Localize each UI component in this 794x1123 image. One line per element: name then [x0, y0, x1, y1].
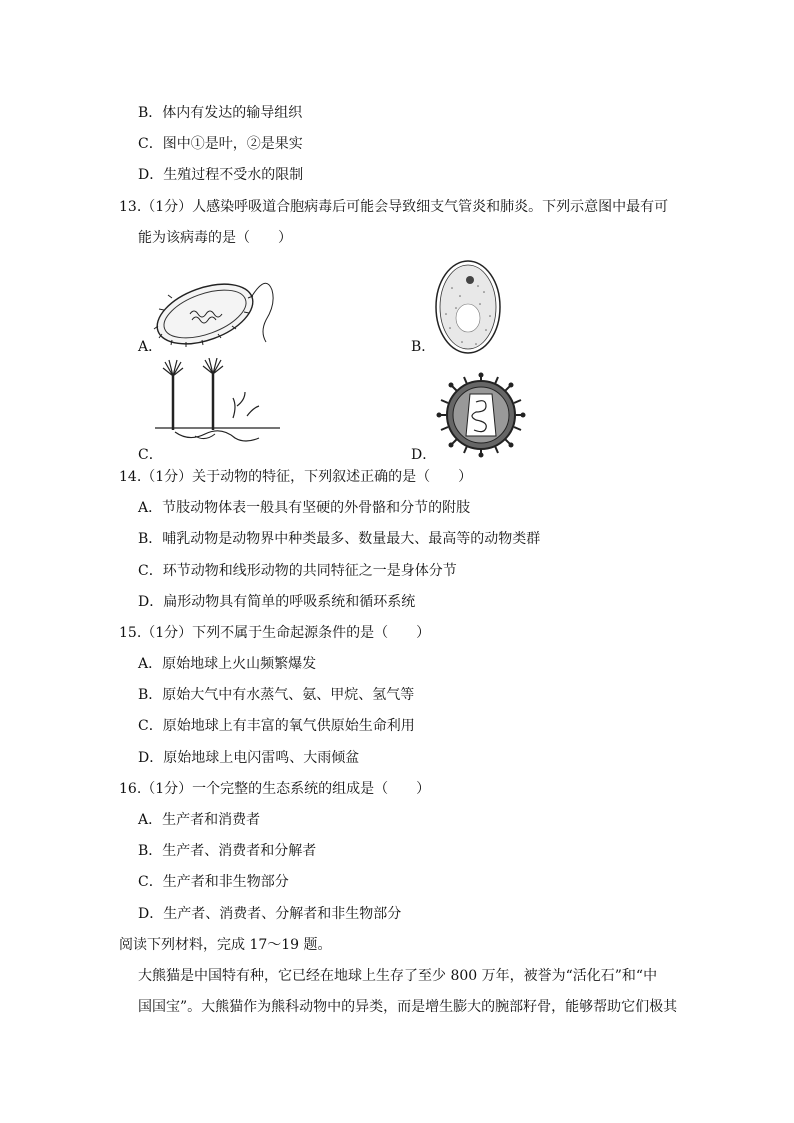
- q14-option-c: C．环节动物和线形动物的共同特征之一是身体分节: [138, 563, 457, 579]
- q15-option-c: C．原始地球上有丰富的氧气供原始生命利用: [138, 718, 415, 734]
- q16-option-c: C．生产者和非生物部分: [138, 874, 289, 890]
- q13-stem-line2: 能为该病毒的是（ ）: [138, 230, 292, 246]
- q16-option-b: B．生产者、消费者和分解者: [138, 843, 317, 859]
- reading-paragraph-line1: 大熊猫是中国特有种，它已经在地球上生存了至少 800 万年，被誉为“活化石”和“中: [138, 968, 658, 984]
- q15-option-a: A．原始地球上火山频繁爆发: [138, 656, 317, 672]
- reading-paragraph-line2: 国国宝”。大熊猫作为熊科动物中的异类，而是增生膨大的腕部籽骨，能够帮助它们极其: [138, 999, 678, 1015]
- q13-label-c: C．: [138, 447, 163, 463]
- q14-option-d: D．扁形动物具有简单的呼吸系统和循环系统: [138, 594, 416, 610]
- yeast-cell-figure: [434, 258, 502, 356]
- virus-figure: [436, 372, 526, 458]
- q12-option-c: C．图中①是叶，②是果实: [138, 136, 303, 152]
- bacterium-figure: [150, 276, 280, 356]
- q13-label-a: A．: [138, 339, 163, 355]
- q16-stem: 16.（1分）一个完整的生态系统的组成是（ ）: [119, 781, 431, 797]
- q15-stem: 15.（1分）下列不属于生命起源条件的是（ ）: [119, 625, 431, 641]
- reading-intro: 阅读下列材料，完成 17～19 题。: [119, 937, 332, 953]
- mold-figure: [155, 358, 280, 448]
- q15-option-d: D．原始地球上电闪雷鸣、大雨倾盆: [138, 750, 360, 766]
- q15-option-b: B．原始大气中有水蒸气、氨、甲烷、氢气等: [138, 687, 415, 703]
- q13-stem-line1: 13.（1分）人感染呼吸道合胞病毒后可能会导致细支气管炎和肺炎。下列示意图中最有可: [119, 199, 669, 215]
- q12-option-d: D．生殖过程不受水的限制: [138, 167, 304, 183]
- q16-option-a: A．生产者和消费者: [138, 812, 261, 828]
- q14-option-a: A．节肢动物体表一般具有坚硬的外骨骼和分节的附肢: [138, 500, 471, 516]
- q13-label-d: D．: [411, 447, 437, 463]
- q14-option-b: B．哺乳动物是动物界中种类最多、数量最大、最高等的动物类群: [138, 531, 541, 547]
- q12-option-b: B．体内有发达的输导组织: [138, 105, 303, 121]
- q13-label-b: B．: [411, 339, 436, 355]
- q16-option-d: D．生产者、消费者、分解者和非生物部分: [138, 906, 402, 922]
- q14-stem: 14.（1分）关于动物的特征，下列叙述正确的是（ ）: [119, 469, 473, 485]
